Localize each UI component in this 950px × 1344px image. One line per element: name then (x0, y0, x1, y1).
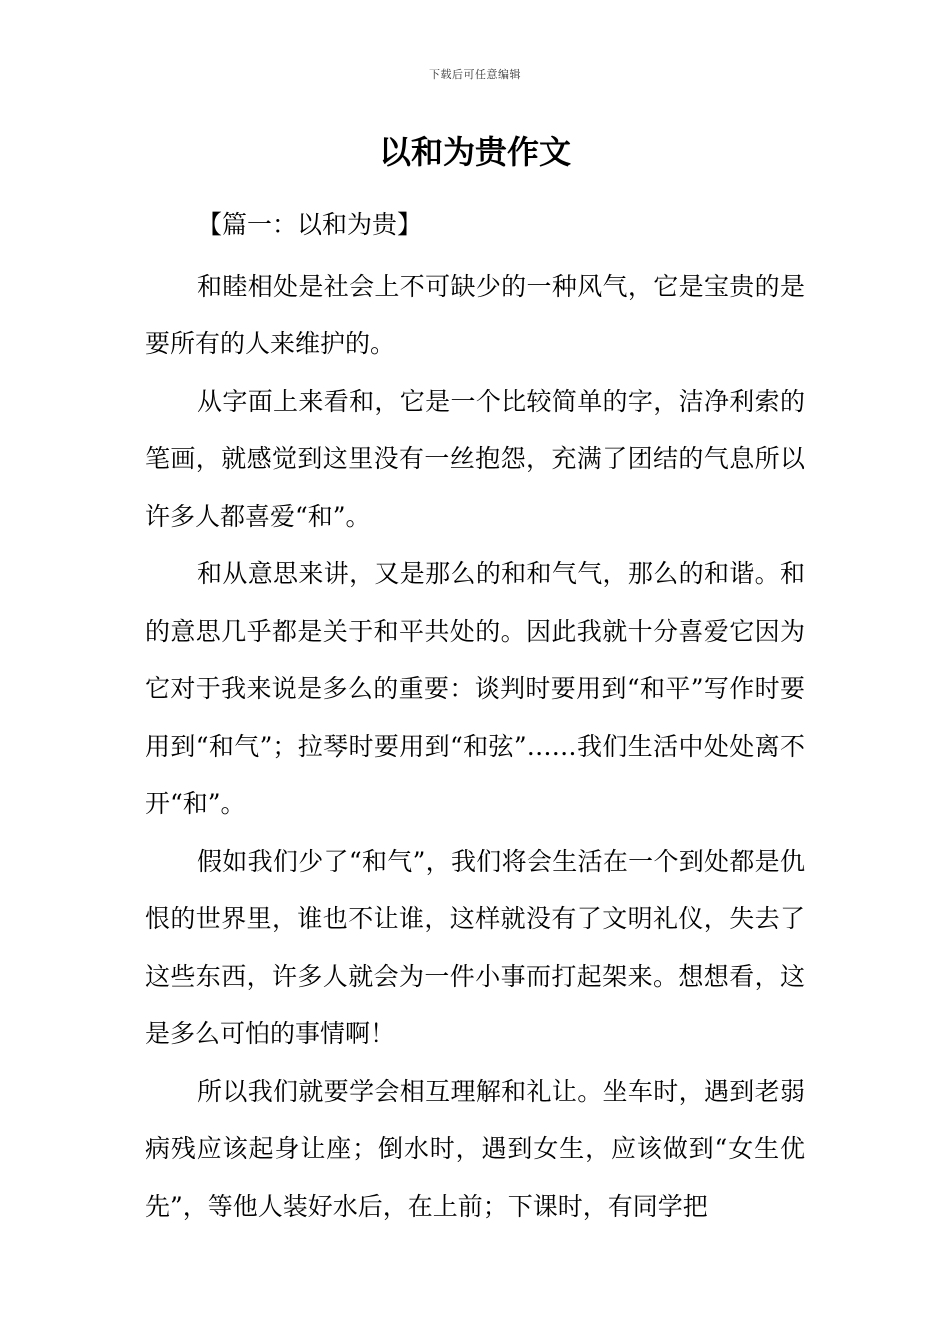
document-body (145, 196, 805, 1235)
paragraph-4: 假如我们少了“和气”，我们将会生活在一个到处都是仇恨的世界里，谁也不让谁，这样就没有了文明礼仪，失去了这些东西，许多人就会为一件小事而打起架来。想想看，这是多么可怕的事情啊！ (145, 846, 805, 1048)
document-title: 以和为贵作文 (378, 133, 571, 171)
paragraph-1: 和睦相处是社会上不可缺少的一种风气，它是宝贵的是要所有的人来维护的。 (145, 271, 805, 358)
paragraph-3: 和从意思来讲，又是那么的和和气气，那么的和谐。和的意思几乎都是关于和平共处的。因此我就十分喜爱它因为它对于我来说是多么的重要：谈判时要用到“和平”写作时要用到“和气”；拉琴时要用到“和弦”……我们生活中处处离不开“和”。 (145, 559, 805, 818)
paragraph-5: 所以我们就要学会相互理解和礼让。坐车时，遇到老弱病残应该起身让座；倒水时，遇到女生，应该做到“女生优先”，等他人装好水后，在上前；下课时，有同学把 (145, 1076, 805, 1221)
section-heading: 【篇一：以和为贵】 (197, 210, 423, 239)
paragraph-2: 从字面上来看和，它是一个比较简单的字，洁净利索的笔画，就感觉到这里没有一丝抱怨，充满了团结的气息所以许多人都喜爱“和”。 (145, 386, 805, 531)
header-note: 下载后可任意编辑 (429, 68, 521, 81)
